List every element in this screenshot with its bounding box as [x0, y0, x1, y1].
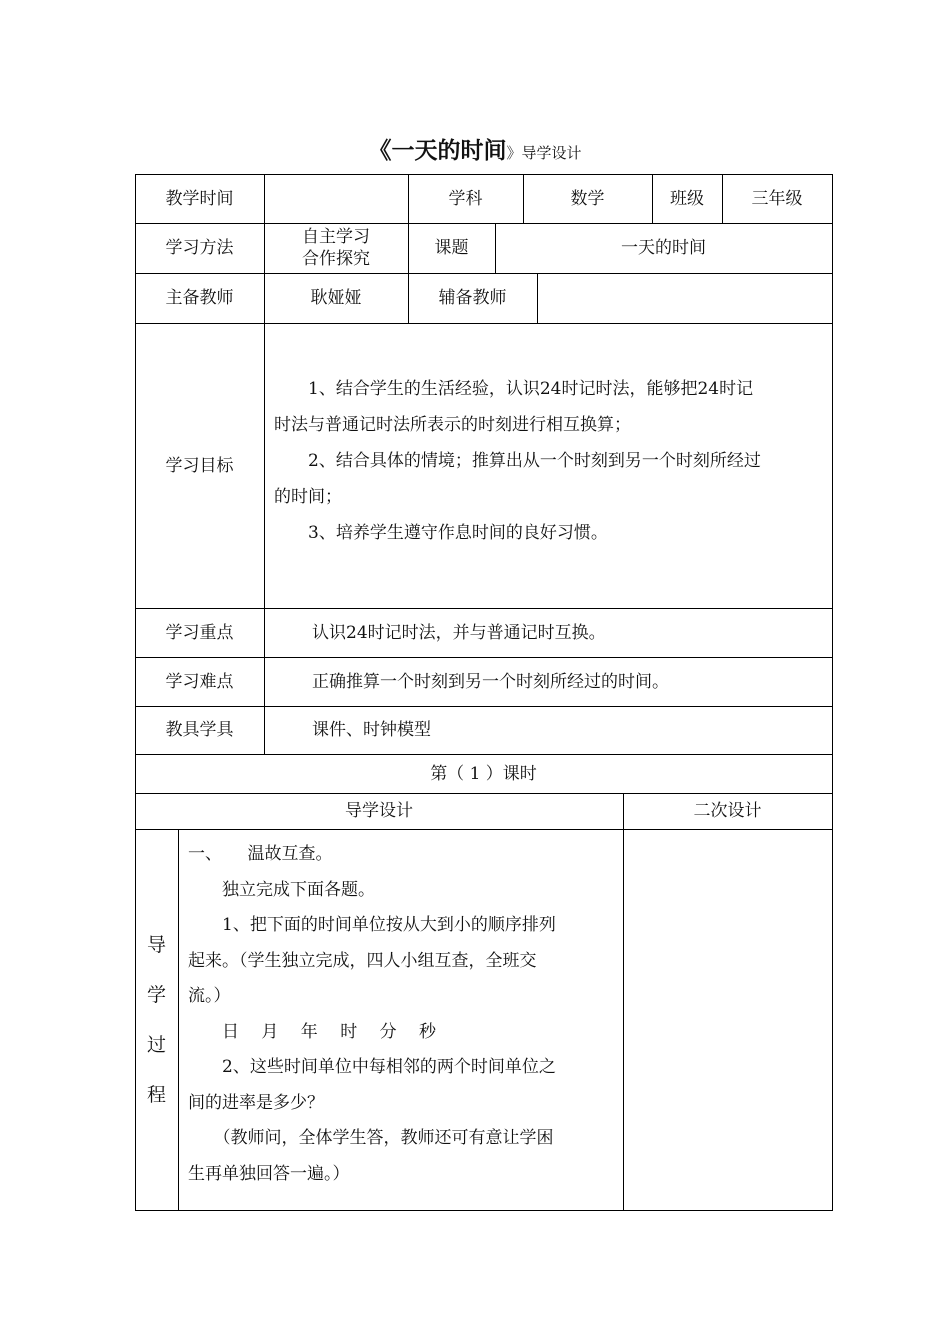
process-label — [135, 920, 178, 1120]
process-line: 流。） — [188, 986, 231, 1006]
process-label-char: 过 — [146, 1034, 166, 1056]
main-teacher-value: 耿娅娅 — [310, 288, 362, 308]
process-line: 1、把下面的时间单位按从大到小的顺序排列 — [188, 915, 556, 935]
process-label-char: 学 — [146, 984, 166, 1006]
goals-line: 的时间； — [274, 487, 342, 507]
method-line-2: 合作探究 — [302, 249, 370, 269]
process-text — [188, 837, 618, 1192]
process-line: 独立完成下面各题。 — [188, 879, 375, 900]
goals-line: 1、结合学生的生活经验，认识24时记时法，能够把24时记 — [274, 379, 754, 399]
process-line: （教师问，全体学生答，教师还可有意让学困 — [188, 1128, 554, 1148]
subject-value: 数学 — [570, 188, 605, 209]
teach-time-value — [264, 174, 408, 223]
difficulty-label: 学习难点 — [165, 671, 234, 692]
method-line-1: 自主学习 — [302, 227, 370, 247]
design-header-left: 导学设计 — [345, 801, 413, 821]
process-line: 起来。（学生独立完成，四人小组互查，全班交 — [188, 950, 537, 971]
topic-value: 一天的时间 — [621, 238, 706, 258]
design-header-right: 二次设计 — [693, 801, 762, 821]
class-label: 班级 — [670, 188, 704, 209]
process-line: 间的进率是多少？ — [188, 1092, 324, 1113]
method-value — [264, 223, 408, 273]
goals-label: 学习目标 — [165, 455, 234, 476]
goals-line: 3、培养学生遵守作息时间的良好习惯。 — [274, 523, 608, 543]
process-line: 2、这些时间单位中每相邻的两个时间单位之 — [188, 1057, 556, 1077]
assist-teacher-label: 辅备教师 — [438, 288, 507, 308]
subject-label: 学科 — [448, 188, 483, 209]
process-line: 日 月 年 时 分 秒 — [188, 1021, 437, 1042]
goals-line: 时法与普通记时法所表示的时刻进行相互换算； — [274, 415, 631, 435]
goals-line: 2、结合具体的情境；推算出从一个时刻到另一个时刻所经过 — [274, 451, 761, 471]
title-main: 《一天的时间 — [368, 138, 507, 164]
teach-time-label: 教学时间 — [165, 188, 234, 209]
title-sub: 》导学设计 — [506, 144, 582, 162]
main-teacher-label: 主备教师 — [165, 288, 234, 308]
goals-text — [274, 371, 830, 551]
class-value: 三年级 — [751, 188, 803, 209]
difficulty-value: 正确推算一个时刻到另一个时刻所经过的时间。 — [312, 671, 669, 692]
lesson-number: 第（ 1 ）课时 — [430, 763, 537, 784]
process-line: 生再单独回答一遍。） — [188, 1163, 350, 1184]
process-label-char: 导 — [146, 934, 166, 956]
key-label: 学习重点 — [165, 622, 234, 643]
tools-value: 课件、时钟模型 — [312, 720, 431, 740]
process-label-char: 程 — [146, 1084, 166, 1106]
assist-teacher-value — [537, 273, 832, 323]
tools-label: 教具学具 — [165, 720, 234, 740]
process-line: 一、 温故互查。 — [188, 844, 333, 864]
key-value: 认识24时记时法，并与普通记时互换。 — [312, 622, 606, 643]
topic-label: 课题 — [434, 238, 469, 258]
method-label: 学习方法 — [165, 238, 234, 258]
